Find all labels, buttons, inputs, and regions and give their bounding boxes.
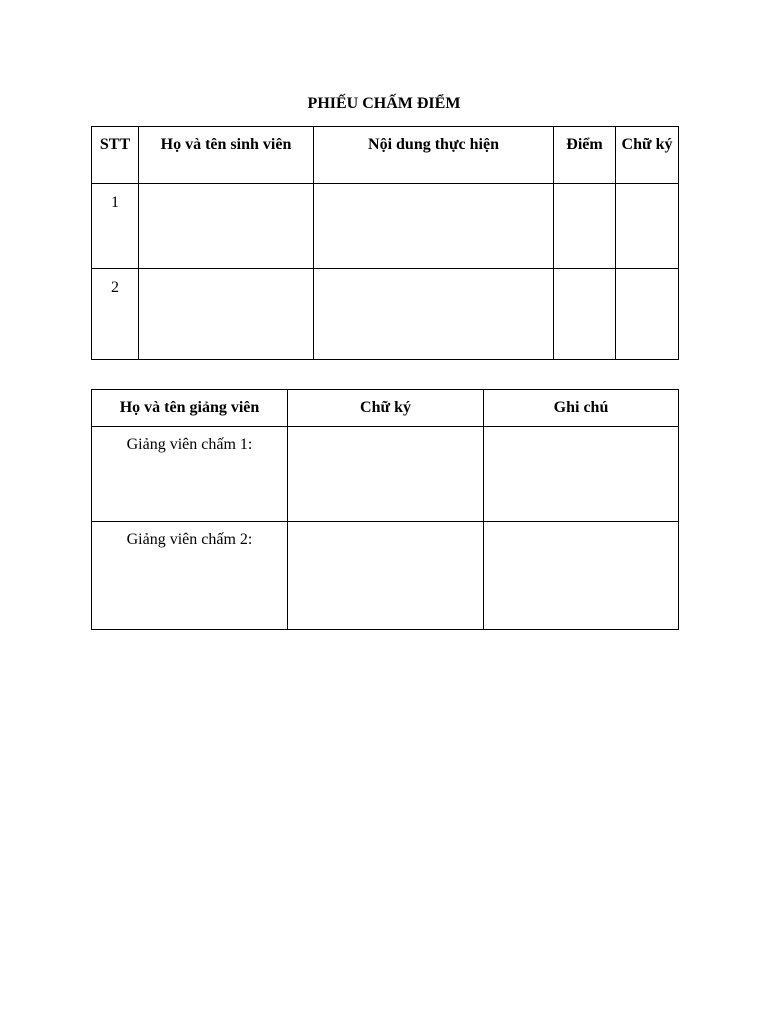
cell-lecturer-name: Giảng viên chấm 1: (92, 427, 288, 522)
page-title: PHIẾU CHẤM ĐIỂM (307, 95, 461, 112)
cell-stt: 2 (92, 269, 139, 360)
header-lecturer-signature: Chữ ký (288, 390, 484, 427)
header-student-name: Họ và tên sinh viên (139, 127, 314, 184)
header-note: Ghi chú (484, 390, 679, 427)
cell-lecturer-signature[interactable] (288, 522, 484, 630)
lecturer-table-header-row (92, 390, 679, 427)
cell-content[interactable] (314, 184, 554, 269)
table-row (92, 269, 679, 360)
lecturer-table (91, 389, 679, 630)
cell-score[interactable] (554, 184, 616, 269)
table-row (92, 522, 679, 630)
header-content: Nội dung thực hiện (314, 127, 554, 184)
cell-note[interactable] (484, 522, 679, 630)
cell-note[interactable] (484, 427, 679, 522)
table-row (92, 427, 679, 522)
cell-lecturer-signature[interactable] (288, 427, 484, 522)
score-table (91, 126, 679, 360)
table-row (92, 184, 679, 269)
cell-signature[interactable] (616, 184, 679, 269)
score-table-header-row (92, 127, 679, 184)
header-signature: Chữ ký (616, 127, 679, 184)
header-lecturer-name: Họ và tên giảng viên (92, 390, 288, 427)
cell-signature[interactable] (616, 269, 679, 360)
cell-student-name[interactable] (139, 184, 314, 269)
cell-score[interactable] (554, 269, 616, 360)
header-stt: STT (92, 127, 139, 184)
header-score: Điểm (554, 127, 616, 184)
cell-student-name[interactable] (139, 269, 314, 360)
cell-content[interactable] (314, 269, 554, 360)
cell-stt: 1 (92, 184, 139, 269)
cell-lecturer-name: Giảng viên chấm 2: (92, 522, 288, 630)
